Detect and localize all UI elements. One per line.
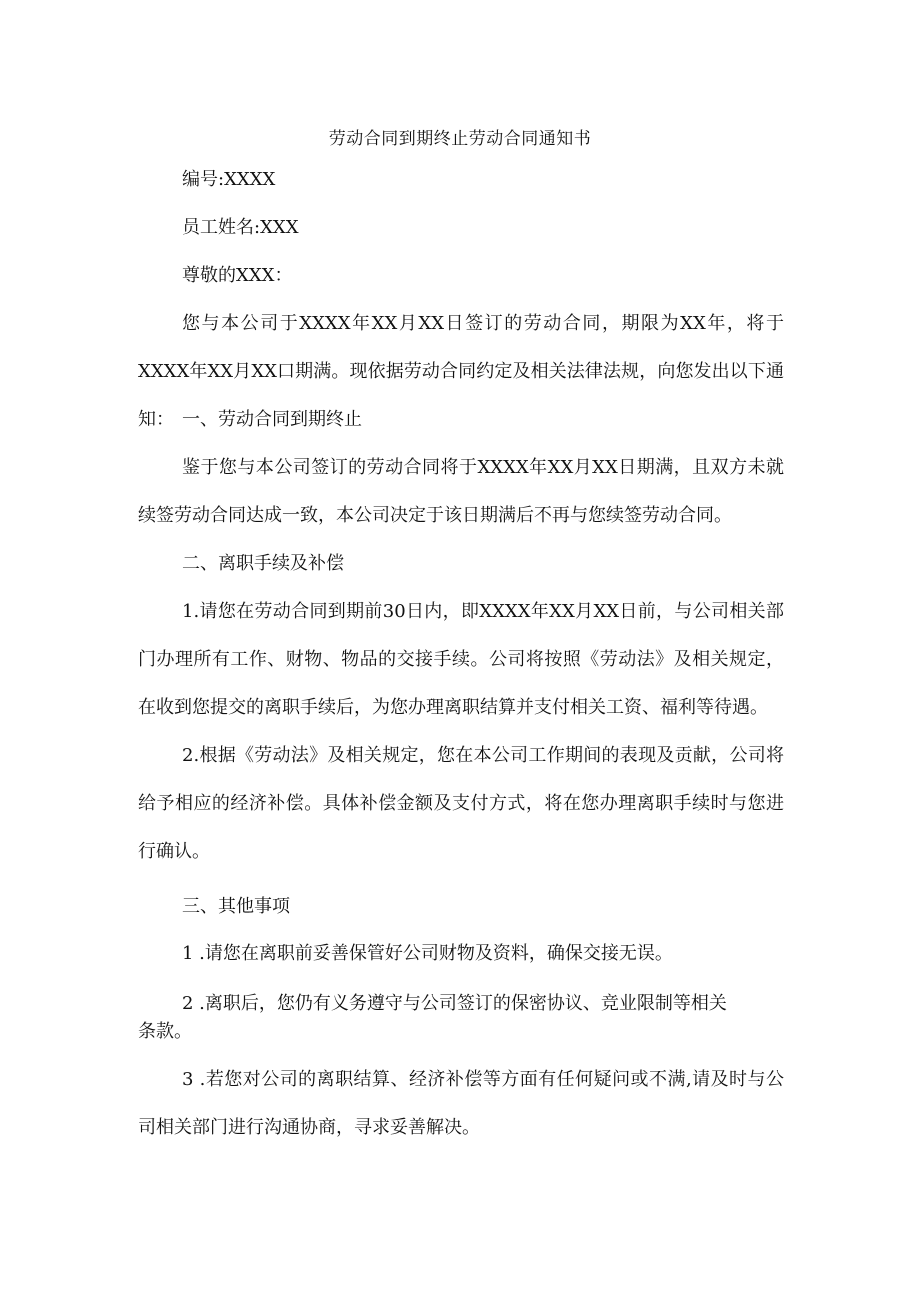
- section-2-item-2: 2.根据《劳动法》及相关规定，您在本公司工作期间的表现及贡献，公司将给予相应的经济补偿。具体补偿金额及支付方式，将在您办理离职手续时与您进行确认。: [138, 745, 784, 862]
- section-1-body: 鉴于您与本公司签订的劳动合同将于XXXX年XX月XX日期满，且双方未就续签劳动合同达成一致，本公司决定于该日期满后不再与您续签劳动合同。: [138, 457, 784, 526]
- section-1-heading: 一、劳动合同到期终止: [182, 409, 362, 430]
- section-3-item-2: 2 .离职后，您仍有义务遵守与公司签订的保密协议、竞业限制等相关条款。: [138, 993, 727, 1042]
- salutation: 尊敬的XXX：: [182, 265, 293, 286]
- employee-name: 员工姓名:XXX: [182, 217, 299, 238]
- document-number: 编号:XXXX: [182, 169, 276, 190]
- intro-paragraph: 您与本公司于XXXX年XX月XX日签订的劳动合同，期限为XX年，将于XXXX年XX月XX口期满。现依据劳动合同约定及相关法律法规，向您发出以下通知：: [138, 313, 784, 430]
- section-2-item-1: 1.请您在劳动合同到期前30日内，即XXXX年XX月XX日前，与公司相关部门办理所有工作、财物、物品的交接手续。公司将按照《劳动法》及相关规定，在收到您提交的离职手续后，为您办理离职结算并支付相关工资、福利等待遇。: [138, 601, 784, 718]
- section-3-item-1: 1 .请您在离职前妥善保管好公司财物及资料，确保交接无误。: [182, 943, 673, 964]
- section-2-heading: 二、离职手续及补偿: [182, 553, 344, 574]
- section-3-item-3: 3 .若您对公司的离职结算、经济补偿等方面有任何疑问或不满,请及时与公司相关部门进行沟通协商，寻求妥善解决。: [138, 1069, 784, 1138]
- document-title: 劳动合同到期终止劳动合同通知书: [328, 129, 592, 149]
- section-3-heading: 三、其他事项: [182, 896, 290, 917]
